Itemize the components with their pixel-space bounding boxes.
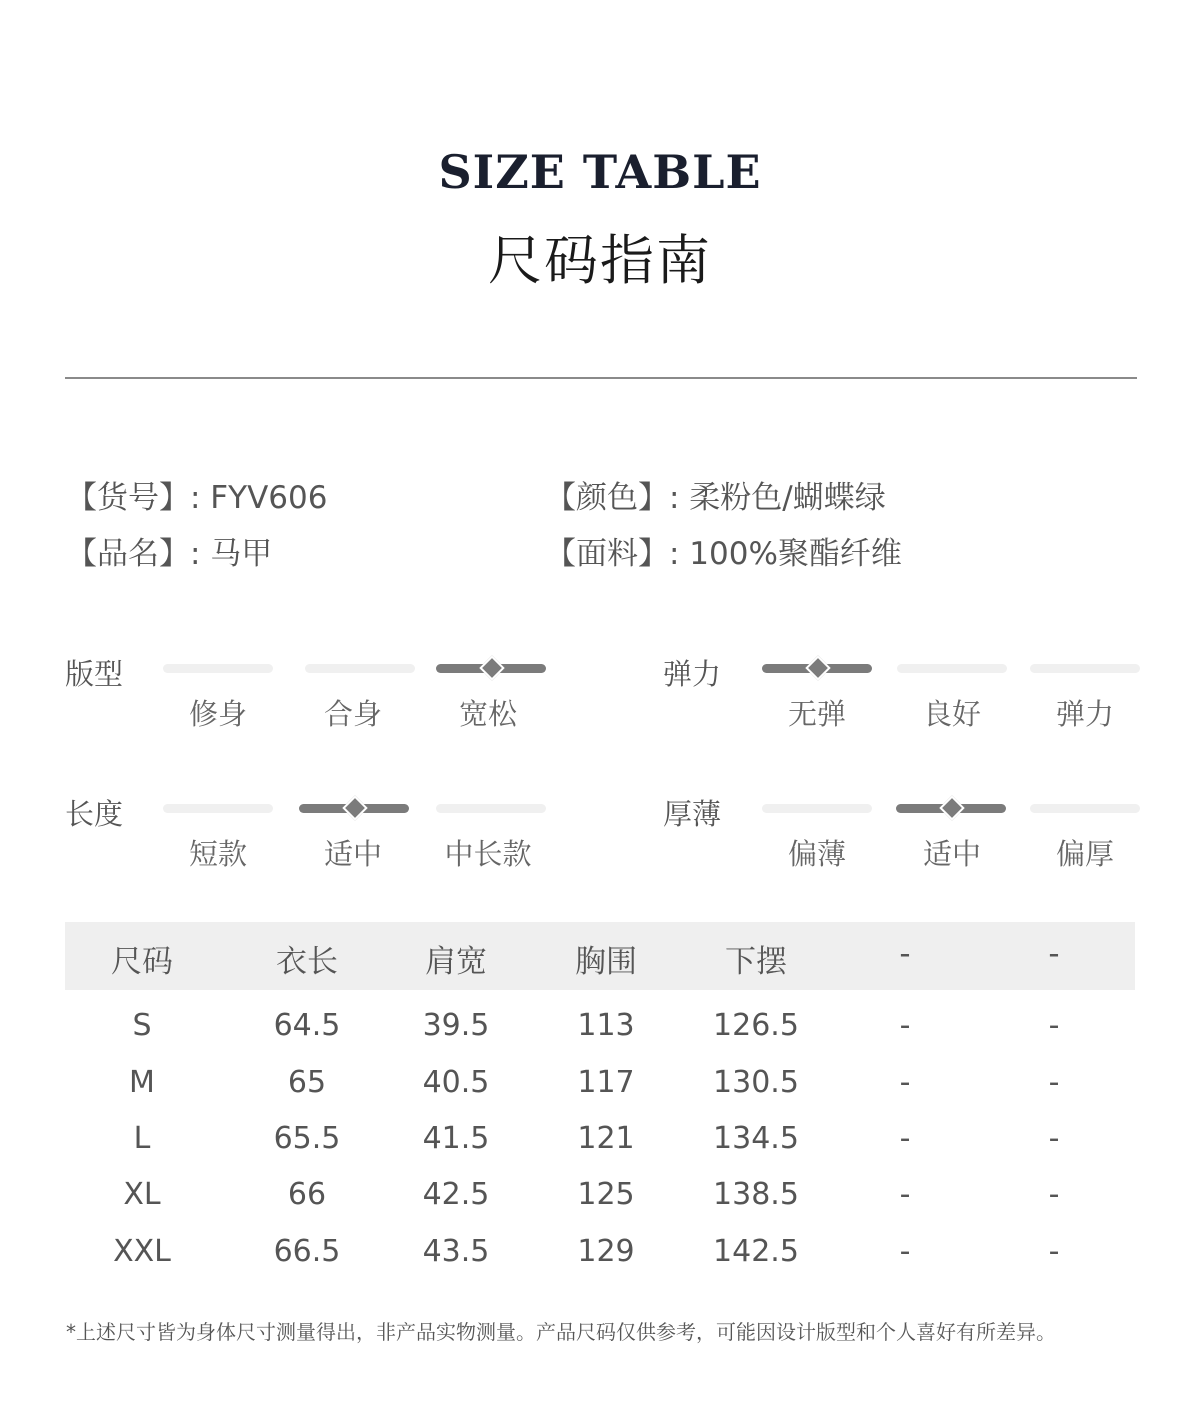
scale-length-track-1: [299, 804, 409, 813]
scale-length-track-2: [436, 804, 546, 813]
table-header-cell: 下摆: [725, 944, 787, 980]
scale-elasticity-track-0: [762, 664, 872, 673]
info-color: 【颜色】: 柔粉色/蝴蝶绿: [545, 480, 886, 516]
scale-thickness-label: 厚薄: [663, 797, 722, 831]
table-cell: 142.5: [713, 1234, 799, 1269]
table-header-cell: -: [899, 936, 911, 972]
info-fabric: 【面料】: 100%聚酯纤维: [545, 536, 902, 572]
table-cell: 129: [577, 1234, 635, 1269]
table-cell: -: [1048, 1121, 1060, 1156]
table-cell: 43.5: [422, 1234, 490, 1269]
table-cell: -: [1048, 1008, 1060, 1043]
table-cell: -: [899, 1177, 911, 1212]
scale-fit-track-1: [305, 664, 415, 673]
table-cell: 134.5: [713, 1121, 799, 1156]
scale-thickness-track-2: [1030, 804, 1140, 813]
scale-elasticity-track-2: [1030, 664, 1140, 673]
table-cell: 126.5: [713, 1008, 799, 1043]
table-cell: -: [899, 1234, 911, 1269]
table-cell: 117: [577, 1065, 635, 1100]
scale-length-track-0: [163, 804, 273, 813]
table-cell: -: [899, 1121, 911, 1156]
scale-length-option: 中长款: [444, 837, 532, 871]
table-header-cell: 肩宽: [425, 944, 487, 980]
table-cell: 66.5: [273, 1234, 341, 1269]
table-cell: 113: [577, 1008, 635, 1043]
table-cell: 65.5: [273, 1121, 341, 1156]
scale-thickness-option: 适中: [922, 837, 981, 871]
table-header-cell: 衣长: [276, 944, 338, 980]
scale-elasticity-option: 无弹: [787, 697, 846, 731]
table-cell: XL: [123, 1177, 161, 1212]
title-chinese: 尺码指南: [488, 229, 712, 292]
scale-indicator-diamond: [939, 795, 964, 820]
scale-indicator-diamond: [479, 655, 504, 680]
scale-elasticity-option: 弹力: [1055, 697, 1114, 731]
footnote: *上述尺寸皆为身体尺寸测量得出，非产品实物测量。产品尺码仅供参考，可能因设计版型和个人喜好有所差异。: [66, 1320, 1056, 1344]
table-cell: 41.5: [422, 1121, 490, 1156]
table-cell: -: [899, 1008, 911, 1043]
scale-thickness-option: 偏薄: [787, 837, 846, 871]
scale-length-option: 短款: [188, 837, 247, 871]
scale-fit-option: 宽松: [458, 697, 517, 731]
table-cell: XXL: [113, 1234, 171, 1269]
table-cell: S: [132, 1008, 152, 1043]
table-header-cell: -: [1048, 936, 1060, 972]
table-cell: 130.5: [713, 1065, 799, 1100]
scale-thickness-track-0: [762, 804, 872, 813]
title-english: SIZE TABLE: [438, 145, 762, 199]
table-cell: -: [1048, 1234, 1060, 1269]
scale-fit-track-0: [163, 664, 273, 673]
table-cell: 40.5: [422, 1065, 490, 1100]
table-cell: 66: [287, 1177, 327, 1212]
scale-indicator-diamond: [342, 795, 367, 820]
scale-thickness-track-1: [896, 804, 1006, 813]
scale-length-option: 适中: [323, 837, 382, 871]
scale-length-label: 长度: [65, 797, 124, 831]
table-cell: -: [899, 1065, 911, 1100]
table-cell: M: [129, 1065, 155, 1100]
info-name: 【品名】: 马甲: [66, 536, 273, 572]
table-cell: 64.5: [273, 1008, 341, 1043]
table-cell: 39.5: [422, 1008, 490, 1043]
scale-indicator-diamond: [805, 655, 830, 680]
table-header-cell: 尺码: [111, 944, 173, 980]
scale-elasticity-option: 良好: [922, 697, 981, 731]
table-cell: -: [1048, 1177, 1060, 1212]
table-cell: 121: [577, 1121, 635, 1156]
scale-thickness-option: 偏厚: [1055, 837, 1114, 871]
scale-fit-option: 修身: [188, 697, 247, 731]
info-item-no: 【货号】: FYV606: [66, 480, 328, 516]
table-cell: L: [133, 1121, 151, 1156]
scale-fit-track-2: [436, 664, 546, 673]
divider: [65, 377, 1137, 379]
scale-fit-option: 合身: [323, 697, 382, 731]
table-cell: 65: [287, 1065, 327, 1100]
scale-elasticity-label: 弹力: [663, 657, 722, 691]
scale-elasticity-track-1: [897, 664, 1007, 673]
table-cell: -: [1048, 1065, 1060, 1100]
table-cell: 42.5: [422, 1177, 490, 1212]
table-header-cell: 胸围: [575, 944, 637, 980]
table-cell: 138.5: [713, 1177, 799, 1212]
scale-fit-label: 版型: [65, 657, 124, 691]
table-cell: 125: [577, 1177, 635, 1212]
